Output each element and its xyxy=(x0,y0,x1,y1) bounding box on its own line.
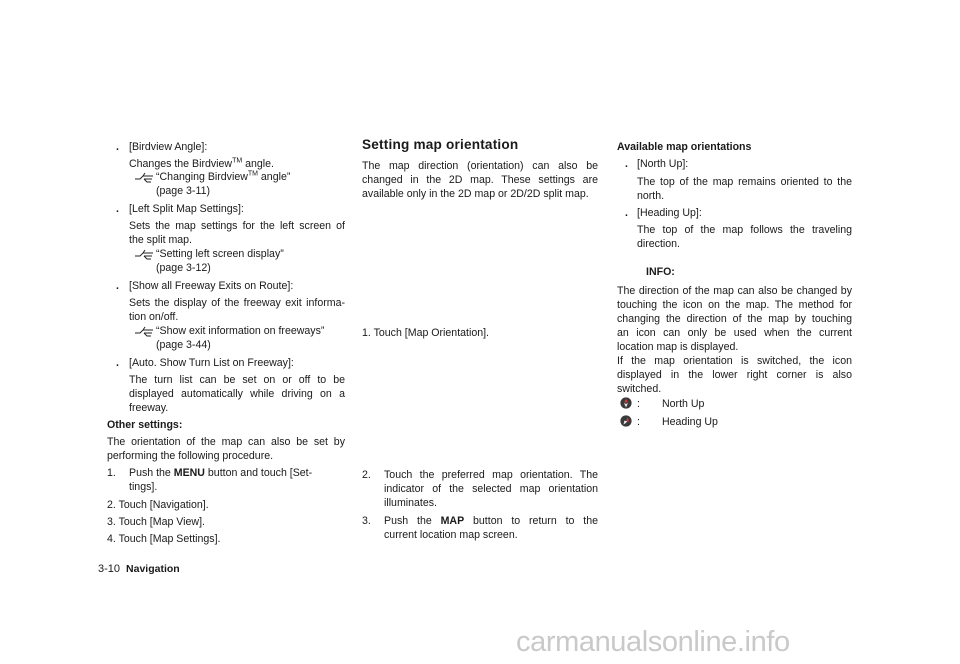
intro-text-line: available only in the 2D map or 2D/2D split map. xyxy=(362,188,589,200)
bullet: . xyxy=(625,158,628,170)
step-2-text: 2. Touch [Navigation]. xyxy=(107,499,209,511)
page-number: 3-10 xyxy=(98,563,121,575)
step-2-text-line: indicator of the selected map orientation xyxy=(384,483,598,495)
other-settings-text-line: The orientation of the map can also be set by xyxy=(107,436,345,448)
step-3-text-line: current location map screen. xyxy=(384,529,518,541)
info-text-line: touching the icon on the map. The method for xyxy=(617,299,852,311)
intro-text-line: The map direction (orientation) can also be xyxy=(362,160,598,172)
intro-text-line: changed in the 2D map. These settings are xyxy=(362,174,598,186)
info-text-line: an icon can only be used when the current xyxy=(617,327,852,339)
birdview-angle-text: Changes the Birdview™ angle. xyxy=(129,157,274,170)
left-split-text-line: Sets the map settings for the left screen of xyxy=(129,220,345,232)
north-up-icon-label: North Up xyxy=(662,398,705,410)
left-split-reference[interactable]: “Setting left screen display” xyxy=(156,248,284,260)
turn-list-text-line: freeway. xyxy=(129,402,169,414)
heading-up-text-line: The top of the map follows the traveling xyxy=(637,224,852,236)
info-label: INFO: xyxy=(646,266,675,278)
reference-hand-icon xyxy=(134,171,156,183)
info-text-line: location map is displayed. xyxy=(617,341,739,353)
north-up-title: [North Up]: xyxy=(637,158,689,170)
left-split-title: [Left Split Map Settings]: xyxy=(129,203,244,215)
step-2-text-line: illuminates. xyxy=(384,497,437,509)
reference-hand-icon xyxy=(134,248,156,260)
birdview-angle-reference[interactable]: “Changing Birdview™ angle” xyxy=(156,170,291,183)
info-text-line: The direction of the map can also be changed by xyxy=(617,285,852,297)
info-text-line: displayed in the lower right corner is also xyxy=(617,369,852,381)
freeway-exits-text-line: tion on/off. xyxy=(129,311,179,323)
freeway-exits-text-line: Sets the display of the freeway exit informa- xyxy=(129,297,345,309)
left-split-page[interactable]: (page 3-12) xyxy=(156,262,211,274)
turn-list-title: [Auto. Show Turn List on Freeway]: xyxy=(129,357,294,369)
north-up-text-line: north. xyxy=(637,190,665,202)
step-number: 2. xyxy=(362,469,371,481)
north-up-compass-icon xyxy=(620,397,632,409)
freeway-exits-page[interactable]: (page 3-44) xyxy=(156,339,211,351)
turn-list-text-line: The turn list can be set on or off to be xyxy=(129,374,345,386)
icon-colon: : xyxy=(637,416,640,428)
heading-up-text-line: direction. xyxy=(637,238,680,250)
heading-up-icon-label: Heading Up xyxy=(662,416,718,428)
reference-hand-icon xyxy=(134,325,156,337)
turn-list-text-line: displayed automatically while driving on a xyxy=(129,388,345,400)
watermark: carmanualsonline.info xyxy=(516,626,790,658)
step-3-text: 3. Touch [Map View]. xyxy=(107,516,205,528)
section-heading: Setting map orientation xyxy=(362,137,519,152)
other-settings-heading: Other settings: xyxy=(107,419,183,431)
page-footer xyxy=(98,563,180,575)
step-number: 3. xyxy=(362,515,371,527)
heading-up-title: [Heading Up]: xyxy=(637,207,702,219)
left-split-text-line: the split map. xyxy=(129,234,193,246)
step-number: 1. xyxy=(107,467,116,479)
step-3-text-line: Push the MAP button to return to the xyxy=(384,515,598,527)
section-name: Navigation xyxy=(126,563,180,575)
bullet: . xyxy=(116,357,119,369)
info-text-line: changing the direction of the map by touching xyxy=(617,313,852,325)
freeway-exits-reference[interactable]: “Show exit information on freeways” xyxy=(156,325,325,337)
step-2-text-line: Touch the preferred map orientation. The xyxy=(384,469,598,481)
heading-up-compass-icon xyxy=(620,415,632,427)
orientations-heading: Available map orientations xyxy=(617,141,752,153)
bullet: . xyxy=(116,203,119,215)
step-4-text: 4. Touch [Map Settings]. xyxy=(107,533,221,545)
step-1-text-cont: tings]. xyxy=(129,481,158,493)
bullet: . xyxy=(116,280,119,292)
bullet: . xyxy=(116,141,119,153)
birdview-angle-page[interactable]: (page 3-11) xyxy=(156,185,210,197)
other-settings-text-line: performing the following procedure. xyxy=(107,450,274,462)
info-text-line: switched. xyxy=(617,383,662,395)
north-up-text-line: The top of the map remains oriented to the xyxy=(637,176,852,188)
freeway-exits-title: [Show all Freeway Exits on Route]: xyxy=(129,280,294,292)
step-1-text: 1. Touch [Map Orientation]. xyxy=(362,327,490,339)
step-1-text: Push the MENU button and touch [Set- xyxy=(129,467,313,479)
bullet: . xyxy=(625,207,628,219)
birdview-angle-title: [Birdview Angle]: xyxy=(129,141,208,153)
icon-colon: : xyxy=(637,398,640,410)
info-text-line: If the map orientation is switched, the icon xyxy=(617,355,852,367)
